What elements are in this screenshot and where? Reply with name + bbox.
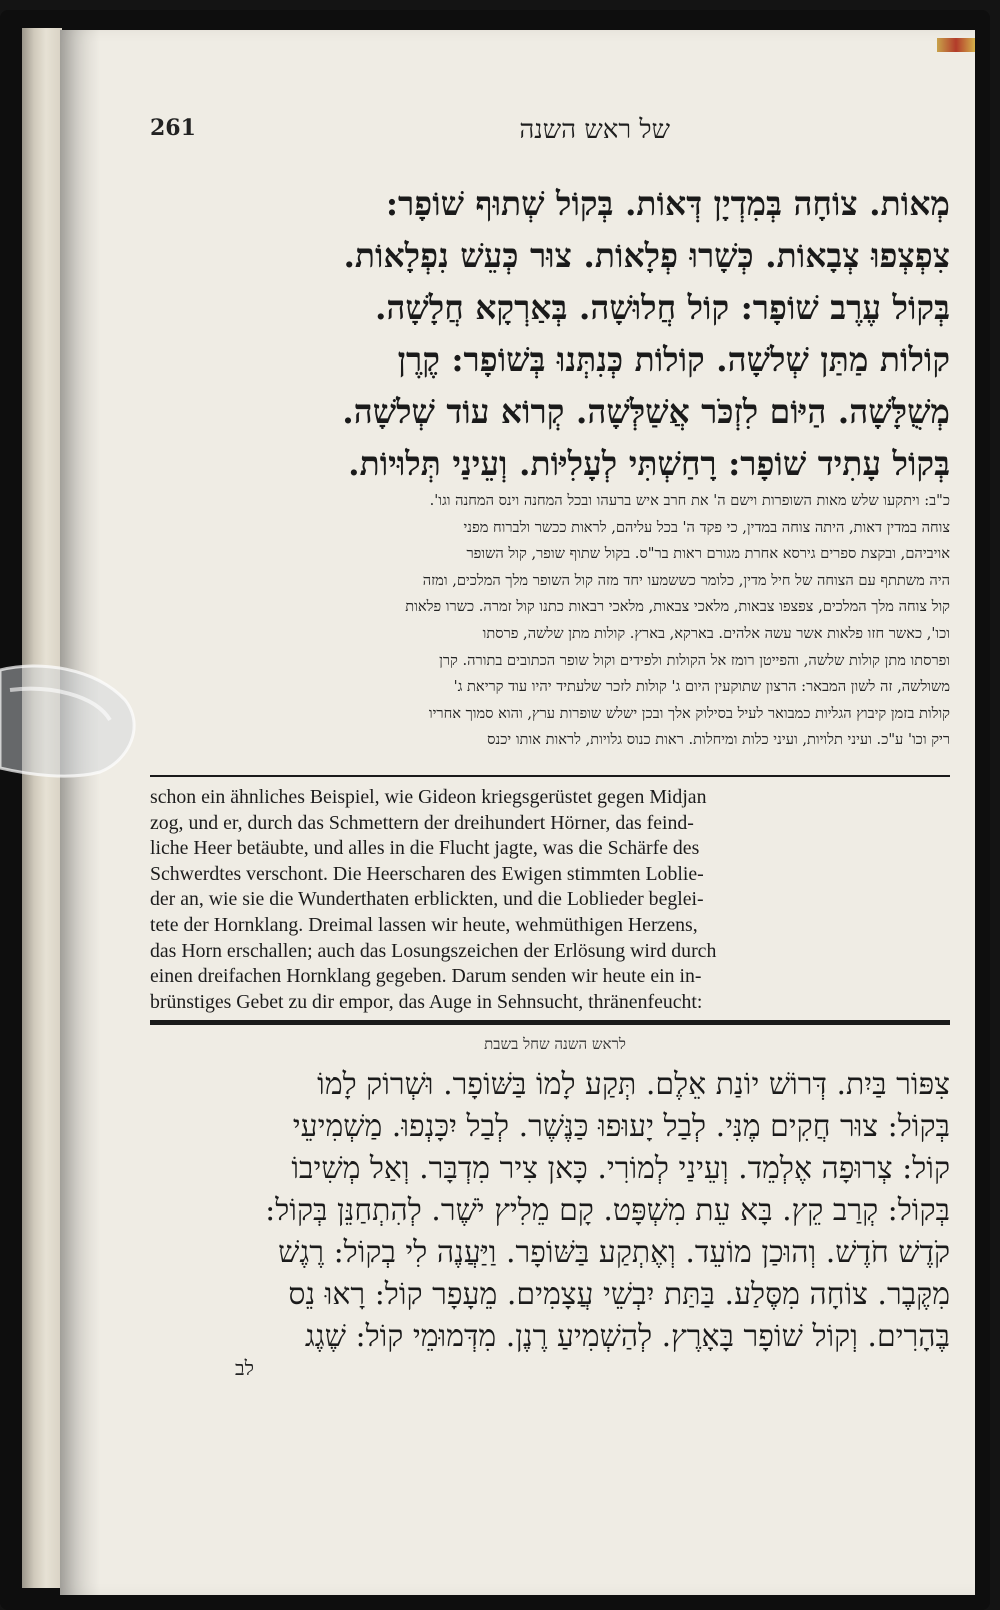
verse-line: בְּקוֹל: צוּר חֲקִים מֶנִּי. לְבַל יָעוּפוּ כַּנֶּשֶׁר. לְבַל יִכָּנְפוּ. מַשְׁמִיעֵי [292, 1109, 950, 1144]
commentary-line: ריק וכו' ע"כ. ועיני תלויות, ועיני כלות ומיחלות. ראות כנוס גלויות, לראות אותו יכנס [487, 731, 950, 749]
translation-line: liche Heer betäubte, und alles in die Flucht jagte, was die Schärfe des [150, 837, 700, 860]
commentary-line: ופרסתו מתן קולות שלשה, והפייטן רומז אל הקולות ולפידים וקול שופר הכתובים בתורה. קרן [439, 651, 950, 669]
divider-rule [150, 775, 950, 777]
catchword: לב [235, 1356, 254, 1380]
page-edges [22, 28, 62, 1588]
verse-line: בֶּהָרִים. וְקוֹל שׁוֹפָר בָּאָרֶץ. לְהַשְׁמִיעַ רֶנֶן. מִדְּמוּמֵי קוֹל: שֶׁגֶג [304, 1319, 950, 1354]
translation-line: schon ein ähnliches Beispiel, wie Gideon kriegsgerüstet gegen Midjan [150, 786, 707, 808]
running-head [150, 115, 950, 155]
verse-line: בְּקוֹל עֶרֶב שׁוֹפָר: קוֹל חֲלוּשָׁה. בְּאַרְקָא חֲלָשָׁה. [374, 288, 950, 327]
translation-line: zog, und er, durch das Schmettern der dreihundert Hörner, das feind- [150, 811, 694, 834]
piyyut-verse-top [150, 178, 950, 490]
translation-line: einen dreifachen Hornklang gegeben. Darum senden wir heute ein in- [150, 965, 702, 988]
commentary-line: משולשה, זה לשון המבאר: הרצון שתוקעין היום ג' קולות לזכר שלעתיד יהיו עוד קריאת ג' [453, 678, 950, 696]
translation-line: tete der Hornklang. Dreimal lassen wir heute, wehmüthigen Herzens, [150, 913, 698, 936]
verse-line: מְשֻׁלָּשָׁה. הַיּוֹם לִזְכֹּר אֲשַׁלְּשָׁה. קְרוֹא עוֹד שְׁלשָׁה. [342, 392, 950, 431]
section-heading: לראש השנה שחל בשבת [484, 1035, 626, 1053]
commentary-block [150, 488, 950, 754]
gutter-shadow [60, 30, 100, 1595]
translation-line: Schwerdtes verschont. Die Heerscharen des Ewigen stimmten Loblie- [150, 862, 704, 885]
verse-line: בְּקוֹל: קְרַב קֵץ. בָּא עֵת מִשְׁפָּט. קָם מֵלִיץ יֹשֶׁר. לְהִתְחַנֵּן בְּקוֹל: [265, 1193, 950, 1228]
verse-line: קוֹל: צְרוּפָה אֶלְמֵד. וְעֵינַי לְמוֹרִי. כָּאן צִיר מִדְבָּר. וְאַל מְשִׁיבוֹ [291, 1151, 950, 1186]
german-translation [150, 785, 950, 1015]
verse-line: מִקֶּבֶר. צוֹחָה מִסֶּלַע. בַּתַּת יִבְשֵׁי עֲצָמִים. מֵעָפָר קוֹל: רָאוּ נֵס [288, 1277, 950, 1312]
verse-line: בְּקוֹל עָתִיד שׁוֹפָר: רָחַשְׁתִּי לְעָלִיּוֹת. וְעֵינַי תְּלוּיוֹת. [348, 444, 950, 483]
page-number: 261 [150, 115, 196, 141]
commentary-line: אויביהם, ובקצת ספרים גירסא אחרת מגורם ראות בר"ס. בקול שתוף שופר, קול השופר [466, 545, 950, 563]
commentary-line: קולות בזמן קיבוץ הגליות כמבואר לעיל בסילוק אלך ובכן ישלש שופרות ערץ, והוא סמוך אחריו [428, 704, 950, 722]
running-title: של ראש השנה [519, 115, 670, 145]
translation-line: das Horn erschallen; auch das Losungszeichen der Erlösung wird durch [150, 939, 717, 962]
verse-line: מְאוֹת. צוֹחָה בְּמִדְיָן דְּאוֹת. בְּקוֹל שְׁתוּף שׁוֹפָר: [385, 184, 950, 223]
commentary-line: היה משתתף עם הצוחה של חיל מדין, כלומר כששמעו יחד מזה קול השופר מלך המלכים, ומזה [422, 571, 950, 589]
translation-line: der an, wie sie die Wunderthaten erblickten, und die Loblieder beglei- [150, 888, 704, 911]
heavy-divider-rule [150, 1020, 950, 1025]
verse-line: צִפְצְפוּ צְבָאוֹת. כְּשָׁרוּ פְלָאוֹת. צוּר כְּעֵשׁ נִפְלָאוֹת. [343, 236, 950, 275]
ribbon-tab [937, 38, 975, 52]
commentary-line: כ"ב: ויתקעו שלש מאות השופרות וישם ה' את חרב איש ברעהו ובכל המחנה וינס המחנה וגו'. [429, 492, 950, 509]
commentary-line: קול צוחה מלך המלכים, צפצפו צבאות, מלאכי צבאות, מלאכי רבאות כתנו קול זמרה. כשרו פלאות [405, 598, 950, 616]
translation-line: brünstiges Gebet zu dir empor, das Auge in Sehnsucht, thränenfeucht: [150, 990, 703, 1013]
commentary-line: וכו', כאשר חזו פלאות אשר עשה אלהים. בארקא, בארץ. קולות מתן שלשה, פרסתו [482, 624, 950, 642]
verse-line: צִפּוֹר בַּיִת. דְּרוֹשׁ יוֹנַת אֵלֶם. תְּקַע לָמוֹ בַּשּׁוֹפָר. וּשְׁרוֹק לָמוֹ [317, 1067, 950, 1102]
piyyut-verse-bottom [150, 1064, 950, 1358]
verse-line: קֹדֶשׁ חֹדֶשׁ. וְהוּכַן מוֹעֵד. וְאֶתְקַע בַּשּׁוֹפָר. וַיַּעֲנֶה לִי בְקוֹל: רֶגֶשׁ [278, 1235, 950, 1270]
verse-line: קוֹלוֹת מַתַּן שְׁלשָׁה. קוֹלוֹת כְּנִתְּנוּ בְּשׁוֹפָר: קֶרֶן [397, 340, 950, 379]
commentary-line: צוחה במדין דאות, היתה צוחה במדין, כי פקד ה' בכל עליהם, לראות ככשר ולברוח מפני [463, 518, 950, 536]
